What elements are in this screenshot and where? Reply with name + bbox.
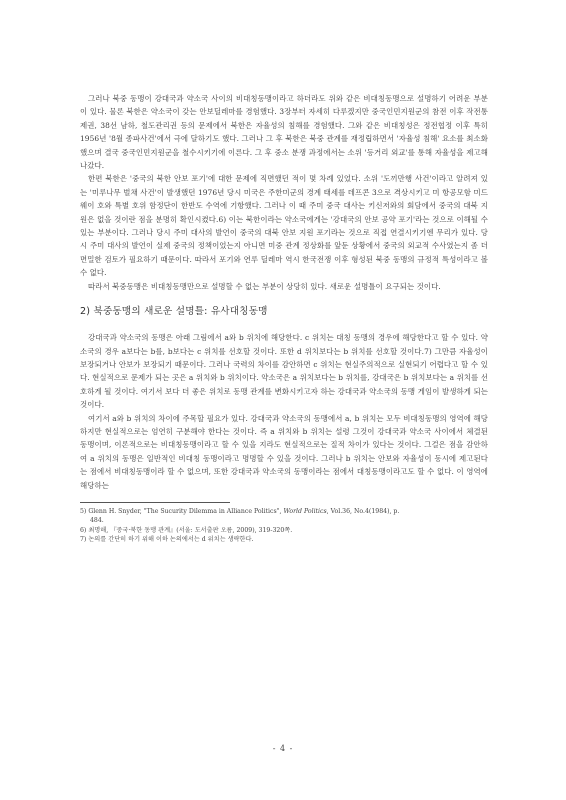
footnote-journal-title: World Politics: [283, 507, 327, 515]
footnote-divider: [80, 502, 230, 503]
footnote-text-cont: , Vol.36, No.4(1984), p.: [326, 507, 400, 515]
body-paragraph-2: 한편 북한은 '중국의 북한 안보 포기'에 대한 문제에 직면했던 적이 몇 차례 있었다. 소위 '도끼만행 사건'이라고 알려져 있는 '미루나무 벌채 사건'이 발생했던 1976년 당시 미국은 주한미군의 경계 태세를 데프콘 3으로 격상시키고 미 항공모함 미드웨이 호와 특별 호위 함정단이 한반도 수역에 기항했다. 그러나 이 때 주미 중국 대사는 키신저와의 회담에서 중국의 대북 지원은 없을 것이란 점을 분명히 확인시켰다.6) 이는 북한이라는 약소국에게는 '강대국의 안보 공약 포기'라는 것으로 이해될 수 있는 부분이다. 그러나 당시 주미 대사의 발언이 중국의 대북 안보 지원 포기라는 것으로 직접 연결시키기엔 무리가 있다. 당시 주미 대사의 발언이 실제 중국의 정책이었는지 아니면 미중 관계 정상화를 앞둔 상황에서 중국의 외교적 수사였는지 좀 더 면밀한 검토가 필요하기 때문이다. 따라서 포기와 연루 딜레마 역시 한국전쟁 이후 형성된 북중 동맹의 규정적 특성이라고 볼 수 없다.: [80, 174, 488, 278]
footnote-number: 7): [80, 536, 87, 544]
footnote-5: [80, 507, 488, 526]
page-content: [80, 92, 488, 545]
footnote-text: Glenn H. Snyder, "The Sucurity Dilemma in Alliance Politics",: [88, 507, 284, 515]
page-number: - 4 -: [272, 744, 294, 753]
footnote-number: 5): [80, 507, 87, 515]
body-paragraph-1: 그러나 북중 동맹이 강대국과 약소국 사이의 비대칭동맹이라고 하더라도 위와 같은 비대칭동맹으로 설명하기 어려운 부분이 있다. 물론 북한은 약소국이 갖는 안보딜레마를 경험했다. 3장부터 자세히 다루겠지만 중국인민지원군의 참전 이후 작전통제권, 38선 남하, 철도관리권 등의 문제에서 북한은 자율성의 침해를 경험했다. 그와 같은 비대칭성은 정전협정 이후 특히 1956년 '8월 종파사건'에서 극에 달하기도 했다. 그러나 그 후 북한은 북중 관계를 재정립하면서 '자율성 침해' 요소를 최소화했으며 결국 중국인민지원군을 철수시키기에 이른다. 그 후 중소 분쟁 과정에서는 소위 '등거리 외교'를 통해 자율성을 제고해 나갔다.: [80, 94, 488, 171]
body-paragraph-3: 따라서 북중동맹은 비대칭동맹만으로 설명할 수 없는 부분이 상당히 있다. 새로운 설명틀이 요구되는 것이다.: [88, 281, 441, 291]
footnote-page: 484.: [90, 517, 104, 525]
footnote-number: 6): [80, 526, 87, 534]
footnote-7: [80, 535, 488, 544]
footnote-6: [80, 526, 488, 535]
section-heading: 2) 북중동맹의 새로운 설명틀: 유사대칭동맹: [80, 306, 268, 318]
footnotes: [80, 507, 488, 545]
body-paragraph-4: 강대국과 약소국의 동맹은 아래 그림에서 a와 b 위치에 해당한다. c 위치는 대칭 동맹의 경우에 해당한다고 할 수 있다. 약소국의 경우 a보다는 b를, b보다는 c 위치를 선호할 것이다. 또한 d 위치보다는 b 위치를 선호할 것이다.7) 그만큼 자율성이 보장되거나 안보가 보장되기 때문이다. 그러나 국력의 차이를 감안하면 c 위치는 현실주의적으로 실현되기 어렵다고 할 수 있다. 현실적으로 문제가 되는 곳은 a 위치와 b 위치이다. 약소국은 a 위치보다는 b 위치를, 강대국은 b 위치보다는 a 위치를 선호하게 될 것이다. 여기서 보다 더 좋은 위치로 동맹 관계를 변화시키고자 하는 강대국과 약소국의 동맹 게임이 발생하게 되는 것이다.: [80, 333, 488, 410]
body-paragraph-5: 여기서 a와 b 위치의 차이에 주목할 필요가 있다. 강대국과 약소국의 동맹에서 a, b 위치는 모두 비대칭동맹의 영역에 해당하지만 현실적으로는 엄연히 구분해야 한다는 것이다. 즉 a 위치와 b 위치는 설령 그것이 강대국과 약소국 사이에서 체결된 동맹이며, 이론적으로는 비대칭동맹이라고 할 수 있을 지라도 현실적으로는 질적 차이가 있다는 것이다. 그걸은 점을 감안하여 a 위치의 동맹은 일반적인 비대칭 동맹이라고 명명할 수 있을 것이다. 그러나 b 위치는 안보와 자율성이 동시에 제고된다는 점에서 비대칭동맹이라 할 수 없으며, 또한 강대국과 약소국의 동맹이라는 점에서 대칭동맹이라고도 할 수 없다. 이 영역에 해당하는: [80, 413, 488, 490]
footnote-text: 최명해, 『중국·북한 동맹 관계』(서울: 도서출판 오름, 2009), 319-320쪽.: [88, 526, 293, 534]
footnote-text: 논의를 간단히 하기 위해 이하 논의에서는 d 위치는 생략한다.: [88, 536, 254, 544]
